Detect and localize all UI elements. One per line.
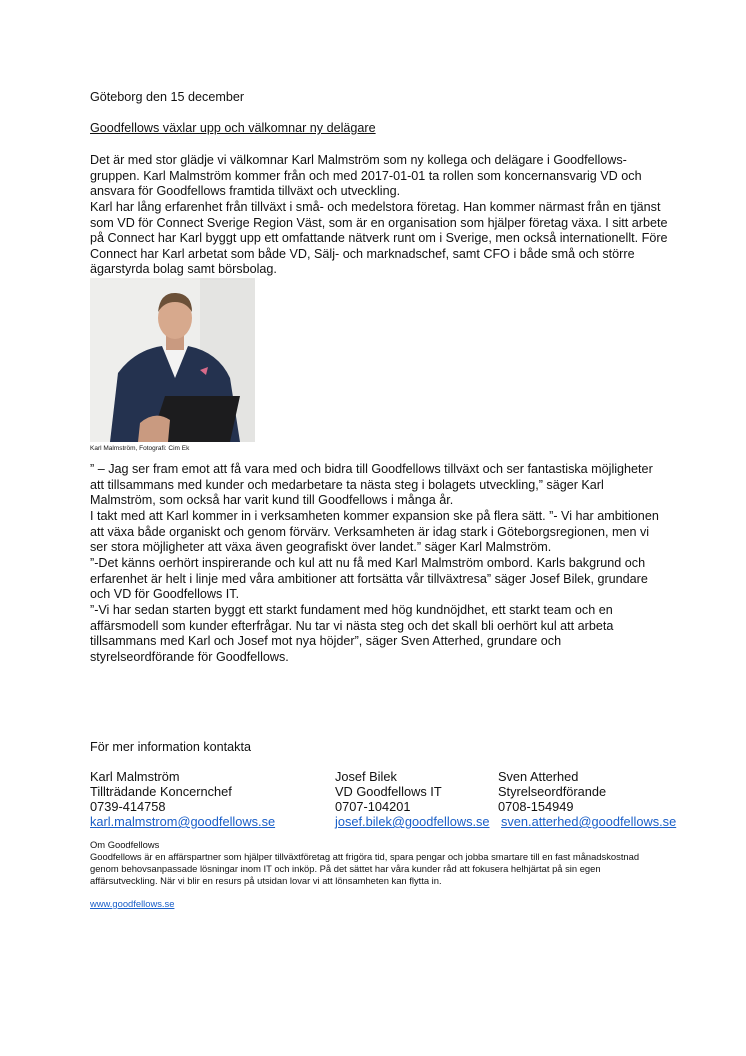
contact-phone: 0739-414758	[90, 799, 166, 814]
contact-title: Tillträdande Koncernchef	[90, 784, 232, 799]
website-link[interactable]: www.goodfellows.se	[90, 898, 175, 909]
about-text: Goodfellows är en affärspartner som hjälper tillväxtföretag att frigöra tid, spara pengar och jobba smartare till en fast månadskostnad genom behovsanpassade lösningar inom IT och inköp. På det sättet har våra kunder råd att fokusera helhjärtat på sin egen affärsutveckling. När vi blir en resurs på utsidan lovar vi att lönsamheten kan flytta in.	[90, 851, 640, 886]
contact-name: Josef Bilek	[335, 769, 397, 784]
contact-title: Styrelseordförande	[498, 784, 607, 799]
place-date: Göteborg den 15 december	[90, 90, 245, 104]
contact-sven	[498, 769, 676, 829]
contact-phone: 0707-104201	[335, 799, 411, 814]
contact-name: Sven Atterhed	[498, 769, 579, 784]
quote-paragraph-2: I takt med att Karl kommer in i verksamheten kommer expansion ske på flera sätt. ”- Vi har ambitionen att växa både organiskt och genom förvärv. Verksamheten är idag stark i Göteborgsregionen, men vi ser stora möjligheter att växa även geografiskt över landet.” säger Karl Malmström.	[90, 509, 659, 555]
contact-heading: För mer information kontakta	[90, 740, 251, 754]
about-heading: Om Goodfellows	[90, 839, 160, 850]
contact-name: Karl Malmström	[90, 769, 180, 784]
photo-caption: Karl Malmström, Fotografi: Cim Ek	[90, 445, 190, 452]
intro-paragraph-2: Karl har lång erfarenhet från tillväxt i små- och medelstora företag. Han kommer närmast från en tjänst som VD för Connect Sverige Region Väst, som är en organisation som hjälper företag växa. I sitt arbete på Connect har Karl byggt upp ett omfattande nätverk runt om i Sverige, men också internationellt. Före Connect har Karl arbetat som både VD, Sälj- och marknadschef, samt CFO i både små och större ägarstyrda bolag samt börsbolag.	[90, 200, 668, 277]
headline: Goodfellows växlar upp och välkomnar ny delägare	[90, 121, 376, 135]
contact-josef	[335, 769, 490, 829]
contact-karl	[90, 769, 275, 829]
quote-paragraph-4: ”-Vi har sedan starten byggt ett starkt fundament med hög kundnöjdhet, ett starkt team och en affärsmodell som kunder efterfrågar. Nu tar vi nästa steg och det skall bli oerhört kul att arbeta tillsammans med Karl och Josef mot nya höjder”, säger Sven Atterhed, grundare och styrelseordförande för Goodfellows.	[90, 603, 614, 664]
portrait-photo	[90, 278, 255, 442]
contact-title: VD Goodfellows IT	[335, 784, 442, 799]
quote-paragraph-3: ”-Det känns oerhört inspirerande och kul att nu få med Karl Malmström ombord. Karls bakgrund och erfarenhet är helt i linje med våra ambitioner att fortsätta vår tillväxtresa” säger Josef Bilek, grundare och VD för Goodfellows IT.	[90, 556, 648, 602]
contact-phone: 0708-154949	[498, 799, 574, 814]
intro-paragraph-1: Det är med stor glädje vi välkomnar Karl Malmström som ny kollega och delägare i Goodfellows-gruppen. Karl Malmström kommer från och med 2017-01-01 ta rollen som koncernansvarig VD och ansvara för Goodfellows framtida tillväxt och utveckling.	[90, 153, 642, 199]
contact-email-link[interactable]: karl.malmstrom@goodfellows.se	[90, 814, 276, 829]
quote-paragraph-1: ” – Jag ser fram emot att få vara med och bidra till Goodfellows tillväxt och ser fantastiska möjligheter att tillsammans med kunder och medarbetare ta nästa steg i bolagets utveckling,” säger Karl Malmström, som också har varit kund till Goodfellows i många år.	[90, 462, 653, 508]
contact-email-link[interactable]: josef.bilek@goodfellows.se	[335, 814, 490, 829]
contact-email-link[interactable]: sven.atterhed@goodfellows.se	[501, 814, 677, 829]
